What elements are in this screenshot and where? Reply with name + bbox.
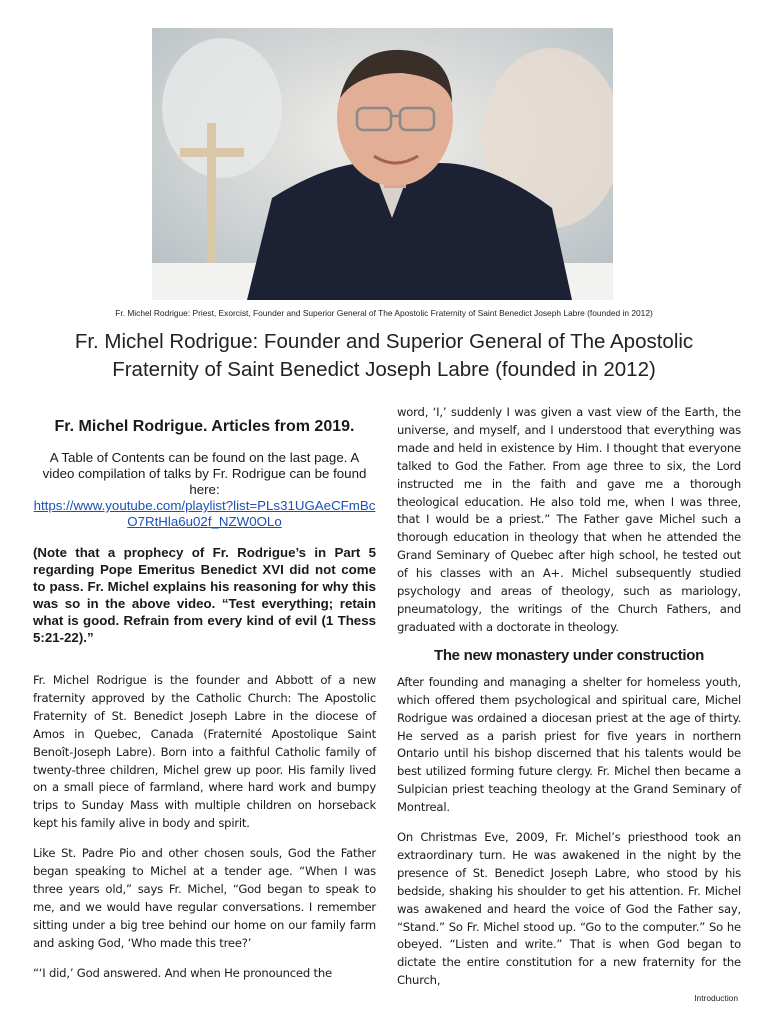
body-paragraph: After founding and managing a shelter for homeless youth, which offered them psychological and spiritual care, Michel Rodrigue was ordained a diocesan priest at the age of thirty. He served as a parish priest for five years in northern Ontario until his bishop discerned that his talents would be best utilized forming future clergy. Fr. Michel then became a Sulpician priest teaching theology at the Grand Seminary of Montreal. — [397, 674, 741, 815]
prophecy-note: (Note that a prophecy of Fr. Rodrigue’s in Part 5 regarding Pope Emeritus Benedict XVI did not come to pass. Fr. Michel explains his reasoning for why this was so in the above video. “Test everything; retain what is good. Refrain from every kind of evil (1 Thess 5:21-22).” — [33, 545, 376, 645]
body-paragraph: Like St. Padre Pio and other chosen souls, God the Father began speaking to Michel at a tender age. “When I was three years old,” says Fr. Michel, “God began to speak to me, and we would have regular conversations. I remember sitting under a big tree behind our home on our family farm and asking God, ‘Who made this tree?’ — [33, 846, 376, 950]
right-column — [397, 404, 741, 990]
toc-text: A Table of Contents can be found on the last page. A video compilation of talks by Fr. Rodrigue can be found here: — [42, 450, 367, 497]
left-column — [33, 400, 376, 983]
priest-photo — [152, 28, 613, 300]
photo-caption: Fr. Michel Rodrigue: Priest, Exorcist, Founder and Superior General of The Apostolic Fraternity of Saint Benedict Joseph Labre (founded in 2012) — [115, 308, 653, 318]
cross-icon — [207, 123, 216, 273]
priest-portrait-illustration — [152, 28, 613, 300]
page-title-line-1: Fr. Michel Rodrigue: Founder and Superior General of The Apostolic — [74, 330, 694, 353]
body-paragraph: Fr. Michel Rodrigue is the founder and Abbott of a new fraternity approved by the Catholic Church: The Apostolic Fraternity of St. Benedict Joseph Labre in the diocese of Amos in Quebec, Canada (Fraternité Apostolique Saint Benoît-Joseph Labre). Born into a faithful Catholic family of twenty-three children, Michel grew up poor. His family lived on a small piece of farmland, where hard work and bumpy trips to Sunday Mass with multiple children on horseback kept his family alive in body and spirit. — [33, 673, 376, 831]
page-title-line-2: Fraternity of Saint Benedict Joseph Labre (founded in 2012) — [112, 358, 656, 381]
section-heading: The new monastery under construction — [433, 646, 705, 664]
toc-paragraph — [33, 450, 376, 530]
body-paragraph: “‘I did,’ God answered. And when He pronounced the — [33, 965, 332, 980]
body-paragraph: word, ‘I,’ suddenly I was given a vast view of the Earth, the universe, and myself, and I understood that everything was made and held in existence by Him. I thought that everyone talked to God the Father. From age three to six, the Lord instructed me in the faith and gave me a thorough theological education. He also told me, when I was three, that I would be a priest.” The Father gave Michel such a thorough education in theology that when he attended the Grand Seminary of Quebec after high school, he tested out of his classes with an A+. Michel subsequently studied psychology and areas of theology, such as mariology, pneumatology, the writings of the Church Fathers, and graduated with a doctorate in theology. — [397, 405, 741, 634]
articles-subtitle: Fr. Michel Rodrigue. Articles from 2019. — [54, 418, 355, 435]
youtube-playlist-link[interactable]: https://www.youtube.com/playlist?list=PLs31UGAeCFmBcO7RtHla6u02f_NZW0OLo — [33, 498, 376, 529]
page-title — [40, 328, 728, 384]
page-footer: Introduction — [694, 993, 738, 1003]
body-paragraph: On Christmas Eve, 2009, Fr. Michel’s priesthood took an extraordinary turn. He was awakened in the night by the presence of St. Benedict Joseph Labre, who stood by his bedside, shaking his shoulder to get his attention. Fr. Michel was awakened and heard the voice of God the Father say, “Stand.” So Fr. Michel stood up. “Go to the computer.” So he obeyed. “Listen and write.” That is when God began to dictate the entire constitution for a new fraternity for the Church, — [397, 830, 741, 988]
